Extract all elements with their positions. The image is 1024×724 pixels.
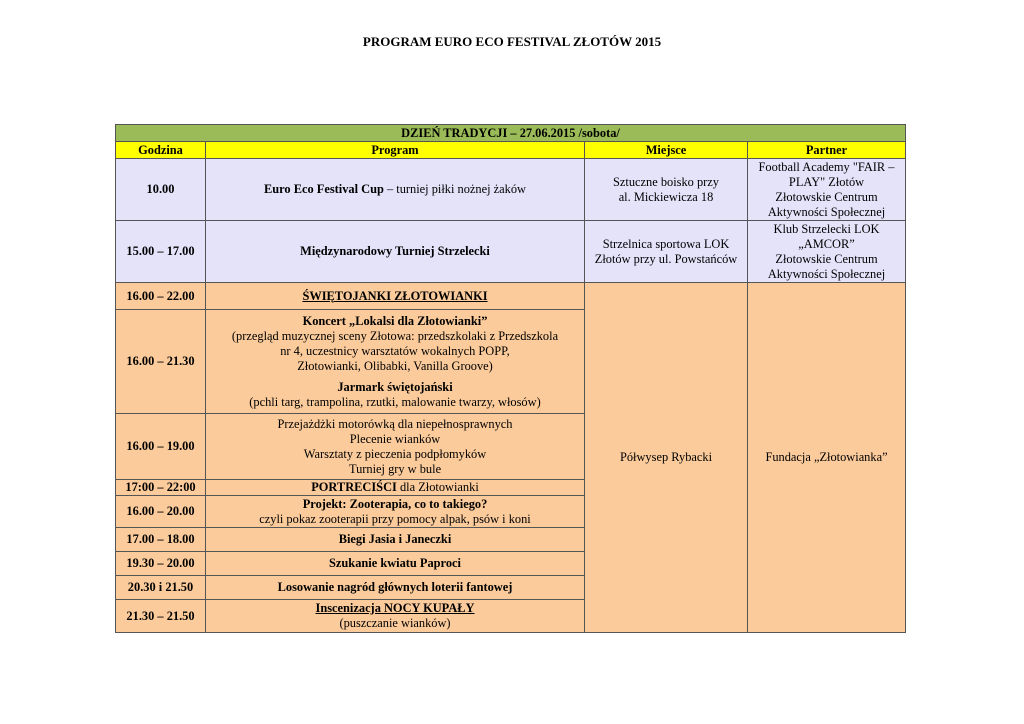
activity-line: Przejażdżki motorówką dla niepełnosprawnych: [277, 416, 513, 431]
day-header: DZIEŃ TRADYCJI – 27.06.2015 /sobota/: [116, 125, 906, 142]
partner-line: PLAY" Złotów: [788, 174, 865, 189]
portrecisci-title: PORTRECIŚCI: [311, 480, 397, 494]
koncert-block: [209, 311, 581, 377]
activity-line: Plecenie wianków: [349, 431, 441, 446]
partner-cell: Fundacja „Złotowianka”: [748, 283, 906, 633]
koncert-description: nr 4, uczestnicy warsztatów wokalnych POPP,: [280, 343, 510, 358]
table-row: [116, 159, 906, 221]
table-row: [116, 221, 906, 283]
program-cell: [206, 310, 585, 414]
place-line: Złotów przy ul. Powstańców: [594, 251, 738, 266]
program-table: [115, 124, 906, 633]
activity-line: Turniej gry w bule: [348, 461, 442, 476]
program-cell: [206, 480, 585, 496]
program-cell: [206, 496, 585, 528]
jarmark-title: Jarmark świętojański: [337, 379, 453, 394]
partner-line: Złotowskie Centrum: [775, 251, 878, 266]
day-header-row: [116, 125, 906, 142]
partner-line: Klub Strzelecki LOK: [773, 221, 880, 236]
time-cell: 16.00 – 20.00: [116, 496, 206, 528]
program-cell: Międzynarodowy Turniej Strzelecki: [206, 221, 585, 283]
activity-line: Warsztaty z pieczenia podpłomyków: [303, 446, 487, 461]
partner-cell: [748, 221, 906, 283]
koncert-title: Koncert „Lokalsi dla Złotowianki”: [302, 313, 488, 328]
inscenizacja-description: (puszczanie wianków): [339, 616, 451, 630]
program-title: Euro Eco Festival Cup: [263, 182, 384, 196]
time-cell: 16.00 – 21.30: [116, 310, 206, 414]
place-cell: [585, 221, 748, 283]
table-row: [116, 283, 906, 310]
time-cell: 19.30 – 20.00: [116, 552, 206, 576]
time-cell: 16.00 – 22.00: [116, 283, 206, 310]
zooterapia-description: czyli pokaz zooterapii przy pomocy alpak, psów i koni: [259, 511, 531, 526]
time-cell: 21.30 – 21.50: [116, 600, 206, 633]
partner-line: Football Academy "FAIR –: [758, 159, 895, 174]
place-cell: Półwysep Rybacki: [585, 283, 748, 633]
partner-cell: [748, 159, 906, 221]
program-description: – turniej piłki nożnej żaków: [383, 182, 527, 196]
zooterapia-title: Projekt: Zooterapia, co to takiego?: [302, 496, 488, 511]
program-cell: Szukanie kwiatu Paproci: [206, 552, 585, 576]
column-header-time: Godzina: [116, 142, 206, 159]
time-cell: 17:00 – 22:00: [116, 480, 206, 496]
partner-line: Złotowskie Centrum: [775, 189, 878, 204]
program-cell: ŚWIĘTOJANKI ZŁOTOWIANKI: [206, 283, 585, 310]
column-header-partner: Partner: [748, 142, 906, 159]
koncert-description: (przegląd muzycznej sceny Złotowa: przedszkolaki z Przedszkola: [231, 328, 559, 343]
program-cell: Biegi Jasia i Janeczki: [206, 528, 585, 552]
partner-line: Aktywności Społecznej: [767, 204, 886, 219]
program-cell: Losowanie nagród głównych loterii fantowej: [206, 576, 585, 600]
time-cell: 15.00 – 17.00: [116, 221, 206, 283]
column-header-program: Program: [206, 142, 585, 159]
column-header-place: Miejsce: [585, 142, 748, 159]
partner-line: „AMCOR”: [798, 236, 855, 251]
jarmark-description: (pchli targ, trampolina, rzutki, malowanie twarzy, włosów): [249, 394, 541, 409]
time-cell: 20.30 i 21.50: [116, 576, 206, 600]
inscenizacja-title: Inscenizacja NOCY KUPAŁY: [315, 601, 475, 615]
place-cell: [585, 159, 748, 221]
place-line: al. Mickiewicza 18: [618, 189, 714, 204]
jarmark-block: [209, 377, 581, 413]
partner-line: Aktywności Społecznej: [767, 266, 886, 281]
place-line: Sztuczne boisko przy: [613, 174, 719, 189]
column-header-row: [116, 142, 906, 159]
time-cell: 17.00 – 18.00: [116, 528, 206, 552]
koncert-description: Złotowianki, Olibabki, Vanilla Groove): [297, 358, 493, 373]
portrecisci-description: dla Złotowianki: [396, 480, 479, 494]
time-cell: 16.00 – 19.00: [116, 414, 206, 480]
program-cell: [206, 600, 585, 633]
program-cell: [206, 414, 585, 480]
place-line: Strzelnica sportowa LOK: [602, 236, 730, 251]
time-cell: 10.00: [116, 159, 206, 221]
program-cell: [206, 159, 585, 221]
document-title: PROGRAM EURO ECO FESTIVAL ZŁOTÓW 2015: [362, 34, 662, 49]
